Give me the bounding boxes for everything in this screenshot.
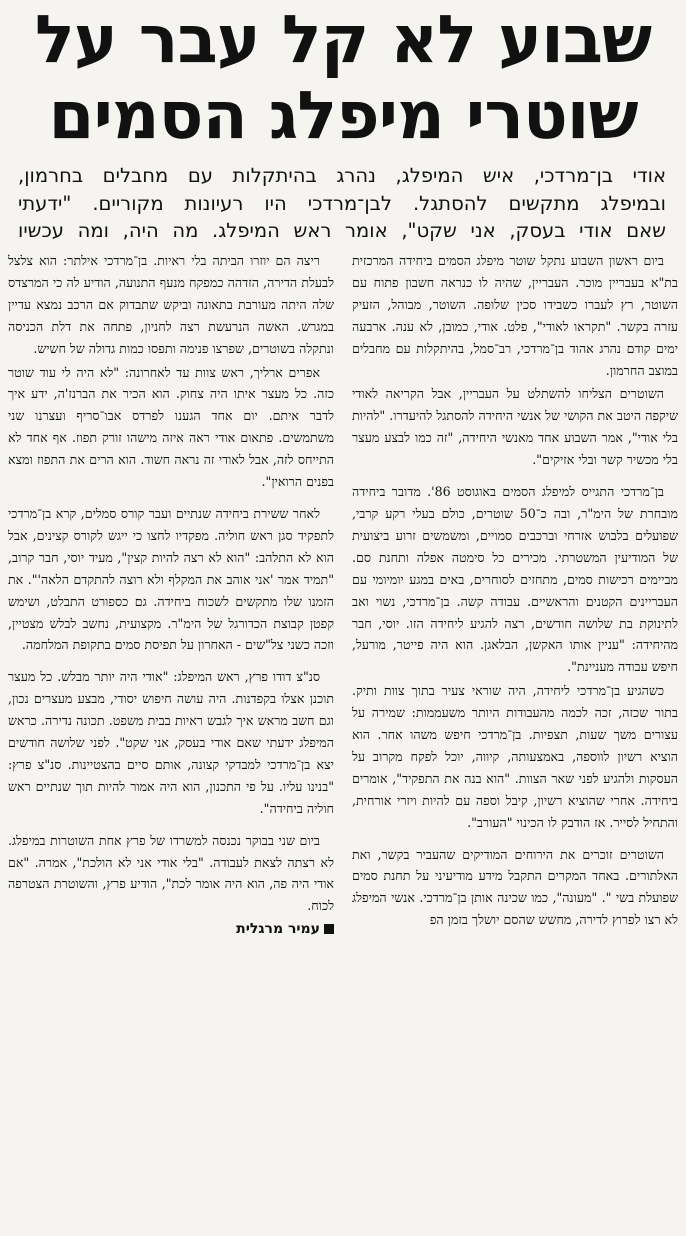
right-paragraph-3: בן־מרדכי התגייס למיפלג הסמים באוגוסט 86'. מדובר ביחידה מובחרת של הימ"ר, ובה כ־50 שוטרים, כולם בעלי רקע קרבי, שפועלים בלבוש אזרחי וברכבים סמויים, ומשמשים זרוע ביצועית של המודיעין המשטרתי. מכירים כל סימטה אפלה ותחנת סם. מביימים רכישות סמים, מתחזים לסוחרים, באים במגע יומיומי עם העבריינים הקטנים והראשיים. עבודה קשה. בן־מרדכי, נשוי ואב לתינוקת בת שלושה חודשים, רצה להגיע ליחידה הזו. יוסי, חבר מהיחידה: "עניין אותו האקשן, הבלאגן. הוא היה פייטר, מורעל, חיפש עבודה מעניינת". [352, 484, 678, 675]
author-byline [8, 919, 334, 941]
left-paragraph-4: סנ"צ דודו פרץ, ראש המיפלג: "אודי היה יותר מבלש. כל מעצר תוכנן אצלו בקפדנות. היה עושה חיפוש יסודי, מבצע מעצרים נכון, וגם חשב מראש איך לגבש ראיות בבית משפט. תכונה נדירה. כראש המיפלג ידעתי שאם אודי בעסק, אני שקט". לפני שלושה חודשים יצא בן־מרדכי למבדקי קצונה, אותם סיים בהצטיינות. סנ"צ פרץ: "בנינו עליו. על פי התכנון, הוא היה אמור להיות תוך שנתיים ראש חוליה ביחידה". [8, 669, 334, 816]
article-headline [14, 2, 672, 154]
left-paragraph-1: ריצה הם יוזרו הביתה בלי ראיות. בן־מרדכי אילתר: הוא צלצל לבעלת הדירה, הזדהה כמפקח מנעף התנועה, הודיע לה כי המרצדס שלה היתה מעורבת בתאונה וביקש שתבדוק אם הרכב נמצא עדיין במגרש. האשה הנרעשת רצה לחניון, פתחה את דלת הכניסה ונתקלה בשוטרים, שפרצו פנימה ותפסו כמות גדולה של חשיש. [8, 253, 334, 356]
lead-line-3: שאם אודי בעסק, אני שקט", אומר ראש המיפלג. מה היה, ומה עכשיו [18, 219, 666, 242]
article-body [8, 250, 678, 1228]
right-paragraph-4: כשהגיע בן־מרדכי ליחידה, היה שוראי צעיר בתוך צוות ותיק. בתור שכזה, זכה לכמה מהעבודות היותר משעממות: שמירה על עצורים משך שעות, תצפיות. בן־מרדכי חיפש משהו אחר. הוא הוציא רשיון לווספה, באמצעותה, קיווה, יוכל לפקח מקרוב על העסקות ולהגיע לפני שאר הצוות. "הוא בנה את התפקיד", אומרים ביחידה. אחרי שהוציא רשיון, קיבל וספה עם להיות ויזרי אורחית, והתחיל לסייר. אז הודבק לו הכינוי "העורב". [352, 683, 678, 830]
left-column [8, 250, 334, 1228]
left-paragraph-5: ביום שני בבוקר נכנסה למשרדו של פרץ אחת השוטרות במיפלג. לא רצתה לצאת לעבודה. "בלי אודי אני לא הולכת", אמרה. "אם אודי היה פה, הוא היה אומר לכת", הודיע פרץ, והשוטרת הצטרפה לכוח. [8, 832, 334, 914]
right-paragraph-2: השוטרים הצליחו להשתלט על העבריין, אבל הקריאה לאודי שיקפה היטב את הקושי של אנשי היחידה להסתגל להיעדרו. "להיות בלי אודי", אמר השבוע אחד מאנשי היחידה, "זה כמו לבצע מעצר בלי מכשיר קשר ובלי אזיקים". [352, 386, 678, 468]
left-paragraph-2: אפרים ארליך, ראש צוות עד לאחרונה: "לא היה לי עוד שוטר כזה. כל מעצר איתו היה צחוק. הוא הכיר את הברנז'ה, ידע איך לדבר איתם. יום אחד הגענו לפרדס אבו־סריף ועצרנו שני משתמשים. פתאום אודי ראה איזה מישהו זורק תפוז. אף אחד לא התייחס לזה, אבל לאודי זה נראה חשוד. הוא הרים את התפוז ומצא בפנים הרואין". [8, 364, 334, 490]
right-paragraph-5: השוטרים זוכרים את הירוחים המודיקים שהעביר בקשר, ואת האלתורים. באחד המקרים התקבל מידע מודיעיני על תחנת סמים שפועלת בשי ". "מעונה", כמו שכינה אותן בן־מרדכי. אנשי המיפלג לא רצו לפרוץ לדירה, מחשש שהסם יושלך בזמן הפ [352, 846, 678, 928]
article-lead [18, 162, 666, 245]
headline-line-2: שוטרי מיפלג הסמים [48, 77, 638, 154]
right-paragraph-1: ביום ראשון השבוע נתקל שוטר מיפלג הסמים ביחידה המרכזית בת"א בעבריין מוכר. העבריין, שהיה לו כנראה חשבון פתוח עם השוטר, רץ לעברו כשבידו סכין שלופה. השוטר, מבוהל, הזעיק עזרה בקשר. "תקראו לאודי", פלט. אודי, כמובן, לא ענה. ארבעה ימים קודם נהרג אהוד בן־מרדכי, רב־סמל, בהיתקלות עם מחבלים במוצב החרמון. [352, 253, 678, 378]
right-column [352, 250, 678, 1228]
headline-line-1: שבוע לא קל עבר על [34, 1, 652, 78]
author-name: עמיר מרגלית [236, 921, 320, 938]
lead-line-2: ובמיפלג מתקשים להסתגל. לבן־מרדכי היו רעיונות מקוריים. "ידעתי [18, 191, 666, 215]
lead-line-1: אודי בן־מרדכי, איש המיפלג, נהרג בהיתקלות עם מחבלים בחרמון, [18, 164, 666, 187]
left-paragraph-3: לאחר ששירת ביחידה שנתיים ועבר קורס סמלים, קרא בן־מרדכי לתפקיד סגן ראש חוליה. מפקדיו לחצו כי ייגש לקורס קצינים, אבל הוא לא התלהב: "הוא לא רצה להיות קצין", מעיד יוסי, חבר קרוב, "תמיד אמר 'אני אוהב את המקלף ולא רוצה להתקדם הלאה'". את הזמנו שלו מתקשים לשכוח ביחידה. גם כספורט התבלט, ושימש קפטן קבוצת הכדורגל של הימ"ר. מקצועית, נחשב לבלש מצטיין, וזכה כשני צל"שים - האחרון על תפיסת סמים בתקופת המלחמה. [8, 505, 334, 653]
square-bullet-icon [324, 924, 334, 934]
